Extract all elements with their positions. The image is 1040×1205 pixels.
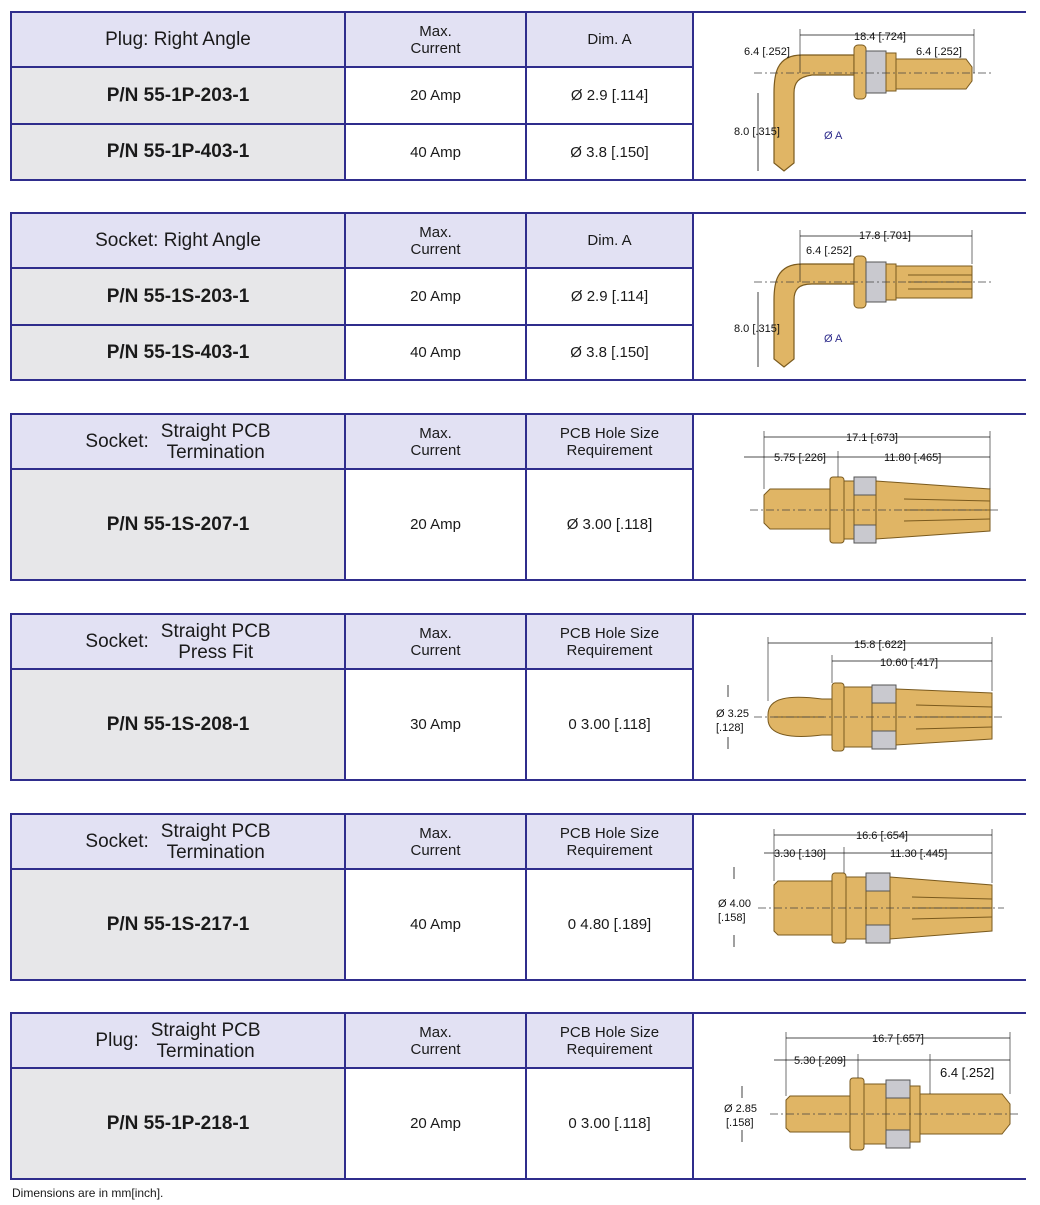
spec-table xyxy=(10,813,694,981)
table-header-type xyxy=(11,614,345,669)
dim-right: 6.4 [.252] xyxy=(916,46,962,58)
header-line: Max. xyxy=(419,1023,452,1041)
part-number: P/N 55-1S-217-1 xyxy=(11,869,345,980)
max-current: 40 Amp xyxy=(345,325,526,380)
section-title: Plug: Right Angle xyxy=(105,28,251,50)
dim-diameter: Ø 4.00 xyxy=(718,898,752,910)
table-row xyxy=(11,669,693,780)
table-row xyxy=(11,124,693,180)
drawing-panel xyxy=(692,613,1026,781)
header-line: Current xyxy=(410,641,461,659)
header-line: Requirement xyxy=(566,1040,653,1058)
section-title-line: Straight PCB xyxy=(160,620,271,642)
spec-table xyxy=(10,11,694,181)
part-number: P/N 55-1S-207-1 xyxy=(11,469,345,580)
dim-overall: 17.1 [.673] xyxy=(846,432,898,444)
dim-left: 6.4 [.252] xyxy=(744,46,790,58)
part-number: P/N 55-1P-403-1 xyxy=(11,124,345,180)
spec-table xyxy=(10,613,694,781)
table-header-current xyxy=(345,213,526,268)
section-socket-straight-pcb-termination xyxy=(10,413,1026,581)
spec-table xyxy=(10,413,694,581)
socket-press-fit-drawing xyxy=(694,615,1024,779)
plug-straight-drawing xyxy=(694,1014,1024,1178)
dimension-value: Ø 3.8 [.150] xyxy=(526,325,693,380)
part-number: P/N 55-1P-218-1 xyxy=(11,1068,345,1179)
socket-straight-drawing xyxy=(694,415,1024,579)
table-header-current xyxy=(345,12,526,67)
drawing-panel xyxy=(692,11,1026,181)
dim-right: 11.30 [.445] xyxy=(890,848,948,860)
table-header-current xyxy=(345,814,526,869)
max-current: 20 Amp xyxy=(345,67,526,124)
dim-left: 3.30 [.130] xyxy=(774,848,826,860)
drawing-panel xyxy=(692,813,1026,981)
header-line: Max. xyxy=(419,223,452,241)
max-current: 40 Amp xyxy=(345,124,526,180)
max-current: 20 Amp xyxy=(345,1068,526,1179)
dim-height: 8.0 [.315] xyxy=(734,323,780,335)
socket-right-angle-drawing xyxy=(694,214,1024,379)
section-title-line: Straight PCB xyxy=(160,820,271,842)
drawing-panel xyxy=(692,1012,1026,1180)
dim-diameter: Ø A xyxy=(824,130,843,142)
table-header-hole xyxy=(526,814,693,869)
footer-note: Dimensions are in mm[inch]. xyxy=(12,1186,164,1200)
max-current: 20 Amp xyxy=(345,469,526,580)
dim-right: 6.4 [.252] xyxy=(940,1065,995,1080)
section-title: Socket: Right Angle xyxy=(95,229,261,251)
dim-overall: 18.4 [.724] xyxy=(854,31,906,43)
section-socket-right-angle xyxy=(10,212,1026,381)
table-header-type xyxy=(11,213,345,268)
table-row xyxy=(11,268,693,325)
table-header-type xyxy=(11,12,345,67)
dim-right: 10.60 [.417] xyxy=(880,657,939,669)
dim-overall: 16.6 [.654] xyxy=(856,830,908,842)
table-row xyxy=(11,67,693,124)
part-number: P/N 55-1S-208-1 xyxy=(11,669,345,780)
header-line: Current xyxy=(410,841,461,859)
hole-size-value: Ø 3.00 [.118] xyxy=(526,469,693,580)
dim-overall: 15.8 [.622] xyxy=(854,639,906,651)
table-header-hole xyxy=(526,414,693,469)
max-current: 20 Amp xyxy=(345,268,526,325)
section-title-line: Straight PCB xyxy=(160,420,271,442)
header-line: Max. xyxy=(419,22,452,40)
section-socket-straight-pcb-termination-2 xyxy=(10,813,1026,981)
table-header-hole xyxy=(526,1013,693,1068)
table-header-dim xyxy=(526,213,693,268)
header-line: Current xyxy=(410,240,461,258)
dimension-value: Ø 3.8 [.150] xyxy=(526,124,693,180)
part-number: P/N 55-1P-203-1 xyxy=(11,67,345,124)
dim-overall: 16.7 [.657] xyxy=(872,1033,924,1045)
dim-diameter-inch: [.128] xyxy=(716,722,744,734)
header-line: Current xyxy=(410,39,461,57)
header-line: Max. xyxy=(419,824,452,842)
table-header-type xyxy=(11,414,345,469)
dim-overall: 17.8 [.701] xyxy=(859,230,911,242)
dim-diameter-inch: [.158] xyxy=(726,1117,754,1129)
header-line: Requirement xyxy=(566,841,653,859)
header-line: Dim. A xyxy=(587,232,632,249)
section-title-key: Socket: xyxy=(85,630,149,652)
table-row xyxy=(11,325,693,380)
table-header-hole xyxy=(526,614,693,669)
table-row xyxy=(11,469,693,580)
section-title-key: Plug: xyxy=(95,1029,139,1051)
section-socket-straight-pcb-press-fit xyxy=(10,613,1026,781)
part-number: P/N 55-1S-403-1 xyxy=(11,325,345,380)
table-row xyxy=(11,1068,693,1179)
dim-diameter: Ø A xyxy=(824,333,843,345)
header-line: PCB Hole Size xyxy=(559,424,660,442)
dim-diameter: Ø 2.85 xyxy=(724,1103,758,1115)
section-title-line: Straight PCB xyxy=(150,1019,261,1041)
plug-right-angle-drawing xyxy=(694,13,1024,179)
dim-left: 6.4 [.252] xyxy=(806,245,852,257)
table-header-dim xyxy=(526,12,693,67)
table-header-current xyxy=(345,414,526,469)
section-title-line: Termination xyxy=(166,841,265,863)
header-line: Requirement xyxy=(566,441,653,459)
max-current: 40 Amp xyxy=(345,869,526,980)
dimension-value: Ø 2.9 [.114] xyxy=(526,67,693,124)
hole-size-value: 0 4.80 [.189] xyxy=(526,869,693,980)
table-header-current xyxy=(345,1013,526,1068)
header-line: PCB Hole Size xyxy=(559,824,660,842)
dim-right: 11.80 [.465] xyxy=(884,452,942,464)
socket-straight-drawing-2 xyxy=(694,815,1024,979)
section-title-key: Socket: xyxy=(85,830,149,852)
dim-left: 5.30 [.209] xyxy=(794,1055,846,1067)
header-line: Dim. A xyxy=(587,31,632,48)
header-line: Max. xyxy=(419,624,452,642)
section-title-line: Termination xyxy=(166,441,265,463)
section-title-key: Socket: xyxy=(85,430,149,452)
table-row xyxy=(11,869,693,980)
header-line: PCB Hole Size xyxy=(559,624,660,642)
dim-diameter: Ø 3.25 xyxy=(716,708,750,720)
drawing-panel xyxy=(692,212,1026,381)
section-plug-straight-pcb-termination xyxy=(10,1012,1026,1180)
section-title-line: Termination xyxy=(156,1040,255,1062)
section-plug-right-angle xyxy=(10,11,1026,181)
header-line: Max. xyxy=(419,424,452,442)
max-current: 30 Amp xyxy=(345,669,526,780)
header-line: Current xyxy=(410,1040,461,1058)
dim-left: 5.75 [.226] xyxy=(774,452,826,464)
header-line: PCB Hole Size xyxy=(559,1023,660,1041)
dim-height: 8.0 [.315] xyxy=(734,126,780,138)
spec-table xyxy=(10,212,694,381)
table-header-type xyxy=(11,814,345,869)
header-line: Current xyxy=(410,441,461,459)
part-number: P/N 55-1S-203-1 xyxy=(11,268,345,325)
header-line: Requirement xyxy=(566,641,653,659)
table-header-type xyxy=(11,1013,345,1068)
hole-size-value: 0 3.00 [.118] xyxy=(526,1068,693,1179)
dim-diameter-inch: [.158] xyxy=(718,912,746,924)
drawing-panel xyxy=(692,413,1026,581)
table-header-current xyxy=(345,614,526,669)
hole-size-value: 0 3.00 [.118] xyxy=(526,669,693,780)
section-title-line: Press Fit xyxy=(178,641,254,663)
dimension-value: Ø 2.9 [.114] xyxy=(526,268,693,325)
spec-table xyxy=(10,1012,694,1180)
